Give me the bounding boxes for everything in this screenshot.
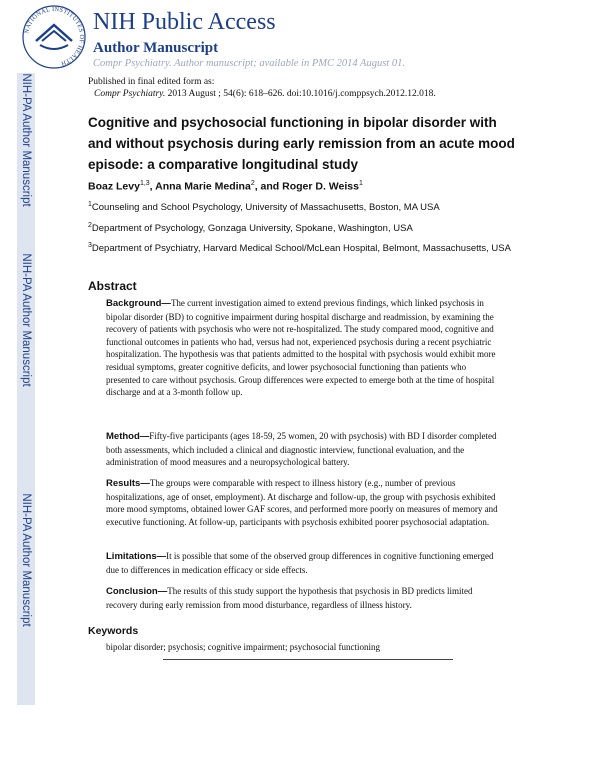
published-line: Published in final edited form as:: [88, 77, 215, 87]
keywords-list: bipolar disorder; psychosis; cognitive impairment; psychosocial functioning: [106, 642, 380, 652]
abstract-background: Background—The current investigation aimed to extend previous findings, which linked psychosis in bipolar disorder (BD) to cognitive impairment during hospital discharge and readmission, by examining the recovery of patients with psychosis who were not re-hospitalized. The study compared mood, cognitive and functional outcomes in patients who had, versus had not, experienced psychosis during a recent psychiatric hospitalization. The hypothesis was that patients admitted to the hospital with psychosis would exhibit more residual symptoms, greater cognitive deficits, and lower psychosocial functioning than patients who presented to care without psychosis. Group differences were expected to emerge both at the time of hospital discharge and at a 3-month follow up.: [106, 298, 496, 398]
publication-info: [88, 76, 436, 100]
author-name: Boaz Levy: [88, 180, 140, 193]
article-title: Cognitive and psychosocial functioning in bipolar disorder with and without psychosis during early remission from an acute mood episode: a comparative longitudinal study: [88, 115, 515, 172]
author-sep: , and: [254, 180, 283, 193]
affiliation: $^1$Counseling and School Psychology, University of Massachusetts, Boston, MA USA: [88, 201, 440, 214]
author-sep: ,: [149, 180, 156, 193]
journal-name: Compr Psychiatry.: [94, 89, 166, 99]
author-name: Anna Marie Medina: [155, 180, 251, 193]
divider: [163, 659, 453, 660]
keywords-heading: Keywords: [88, 625, 139, 637]
abstract-limitations: Limitations—It is possible that some of the observed group differences in cognitive functioning emerged due to differences in medication efficacy or side effects.: [106, 551, 494, 575]
header-title: NIH Public Access: [93, 9, 276, 35]
author-sup: 1,3: [139, 180, 150, 187]
abstract-conclusion: Conclusion—The results of this study support the hypothesis that psychosis in BD predicts limited recovery during early remission from mood disturbance, regardless of illness history.: [106, 586, 473, 610]
author-name: Roger D. Weiss: [282, 180, 359, 193]
header-subtitle: Author Manuscript: [93, 40, 219, 56]
citation: [88, 88, 436, 100]
abstract-results: Results—The groups were comparable with respect to illness history (e.g., number of previous hospitalizations, age of onset, employment). At discharge and follow-up, the group with psychosis exhibited more mood symptoms, obtained lower GAF scores, and performed more poorly on measures of memory and executive functioning. At follow-up, participants with psychosis exhibited poorer psychosocial adaptation.: [106, 478, 498, 527]
author-list: [88, 180, 363, 193]
affiliation: $^3$Department of Psychiatry, Harvard Medical School/McLean Hospital, Belmont, Massachusetts, USA: [88, 242, 511, 255]
author-sup: 1: [358, 180, 363, 187]
abstract-method: Method—Fifty-five participants (ages 18-59, 25 women, 20 with psychosis) with BD I disorder completed both assessments, which included a clinical and diagnostic interview, functional evaluation, and the administration of mood measures and a neuropsychological battery.: [106, 431, 497, 468]
author-sup: 2: [250, 180, 255, 187]
header-availability-note: Compr Psychiatry. Author manuscript; available in PMC 2014 August 01.: [93, 58, 405, 69]
logo-ring-text: NATIONAL INSTITUTES OF HEALTH: [23, 5, 86, 67]
nih-logo-icon: [20, 3, 88, 71]
abstract-heading: Abstract: [88, 279, 137, 293]
svg-text:NATIONAL INSTITUTES OF HEALTH: [23, 6, 85, 67]
affiliation: $^2$Department of Psychology, Gonzaga University, Spokane, Washington, USA: [88, 222, 413, 235]
citation-details: 2013 August ; 54(6): 618–626. doi:10.1016/j.comppsych.2012.12.018.: [165, 89, 436, 99]
